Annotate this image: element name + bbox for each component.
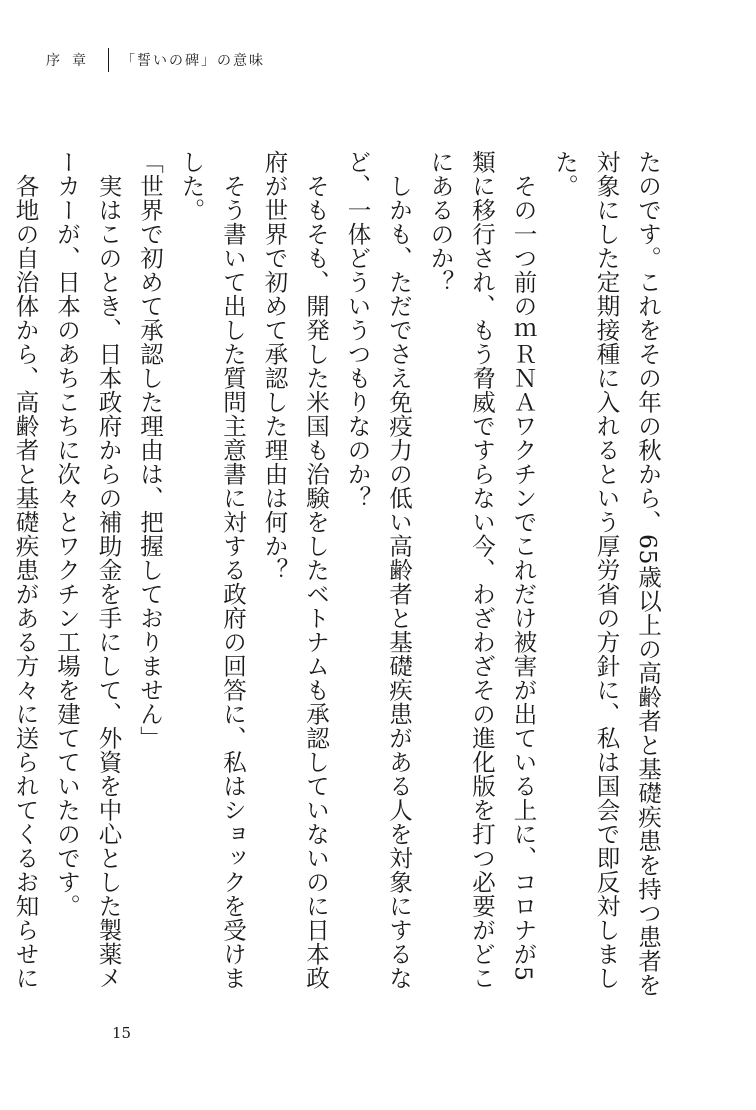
paragraph: そう書いて出した質問主意書に対する政府の回答に、私はショックを受けました。 (177, 150, 247, 990)
body-text (11, 150, 668, 1000)
paragraph: 各地の自治体から、高齢者と基礎疾患がある方々に送られてくるお知らせに (11, 173, 40, 990)
paragraph: しかも、ただでさえ免疫力の低い高齢者と基礎疾患がある人を対象にするなど、一体どういうつもりなのか？ (343, 150, 413, 990)
paragraph: そもそも、開発した米国も治験をしたベトナムも承認していないのに日本政府が世界で初めて承認した理由は何か？ (260, 150, 330, 990)
quote-paragraph: 「世界で初めて承認した理由は、把握しておりません」 (136, 150, 164, 750)
running-head (46, 46, 265, 74)
page-number: 15 (112, 1024, 132, 1042)
chapter-label: 序章 (46, 53, 98, 69)
chapter-title: 「誓いの碑」の意味 (121, 53, 265, 69)
paragraph: その一つ前のｍＲＮＡワクチンでこれだけ被害が出ている上に、コロナが5類に移行され、もう脅威ですらない今、わざわざその進化版を打つ必要がどこにあるのか？ (426, 150, 538, 990)
header-divider (108, 48, 109, 72)
paragraph: 実はこのとき、日本政府からの補助金を手にして、外資を中心とした製薬メーカーが、日本のあちこちに次々とワクチン工場を建てていたのです。 (53, 150, 123, 990)
paragraph: たのです。これをその年の秋から、65歳以上の高齢者と基礎疾患を持つ患者を対象にした定期接種に入れるという厚労省の方針に、私は国会で即反対しました。 (551, 150, 662, 997)
